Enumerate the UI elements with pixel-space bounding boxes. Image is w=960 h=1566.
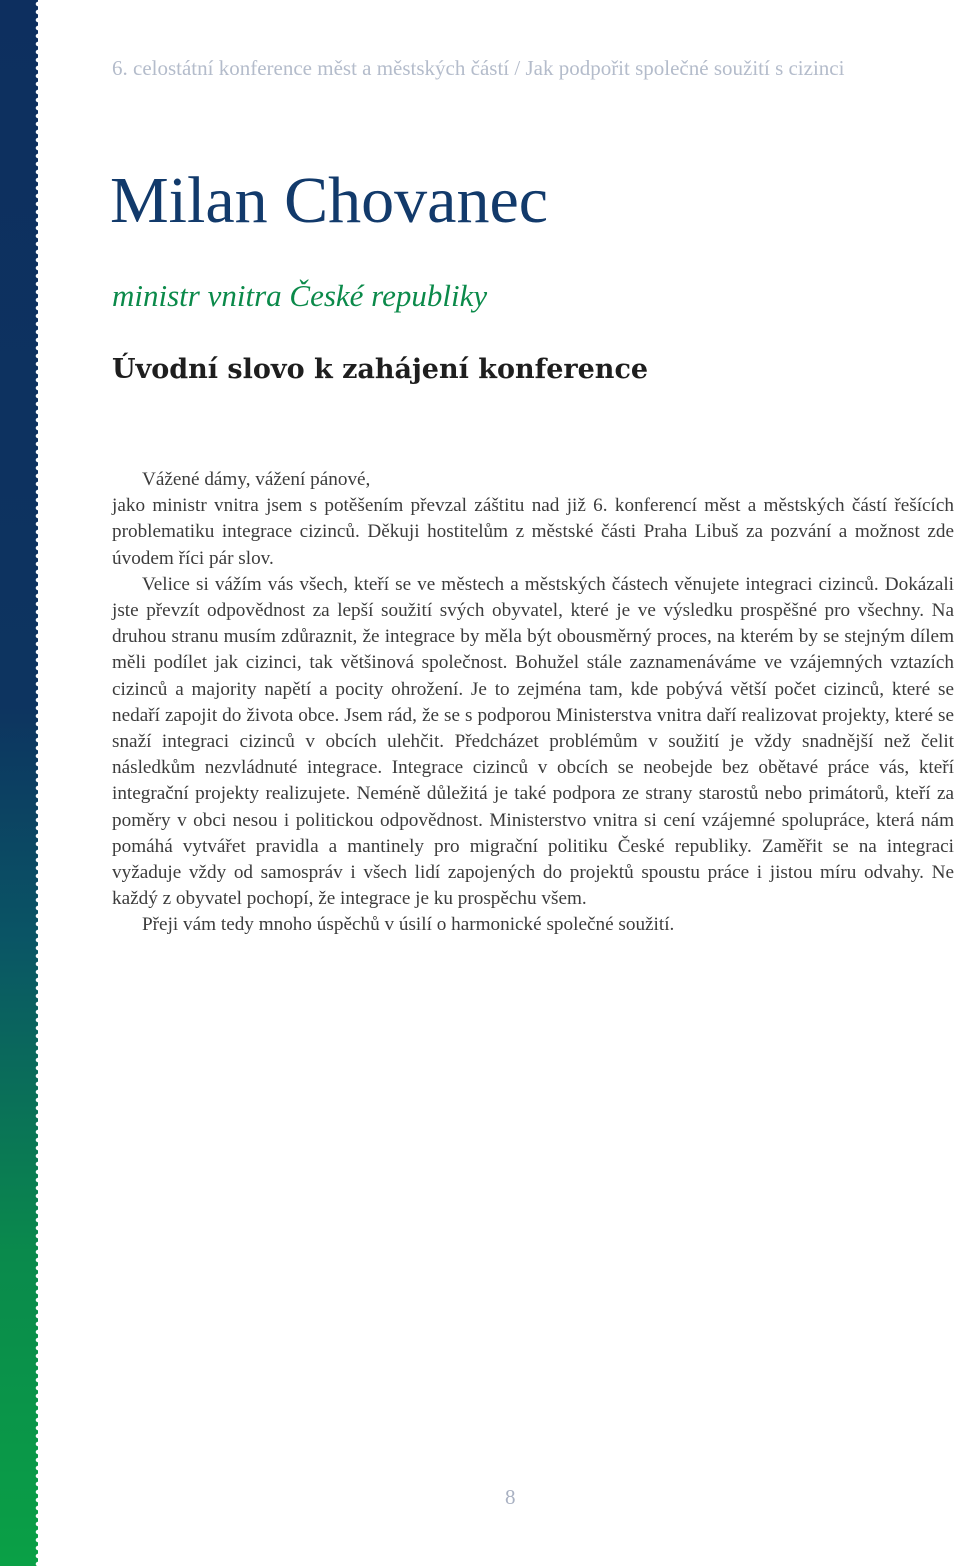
speaker-name: Milan Chovanec	[110, 164, 549, 237]
speech-body	[112, 467, 954, 939]
page-number: 8	[505, 1485, 516, 1509]
salutation-paragraph: Vážené dámy, vážení pánové,	[142, 469, 371, 490]
speaker-role: ministr vnitra České republiky	[112, 278, 488, 313]
main-paragraph: Velice si vážím vás všech, kteří se ve městech a městských částech věnujete integraci cizinců. Dokázali jste převzít odpovědnost za lepší soužití svých obyvatel, které je ve výsledku prospěšné pro všechny. Na druhou stranu musím zdůraznit, že integrace by měla být obousměrný proces, na kterém by se stejným dílem měli podílet jak cizinci, tak většinová společnost. Bohužel stále zaznamenáváme ve vzájemných vztazích cizinců a majority napětí a pocity ohrožení. Je to zejména tam, kde pobývá větší počet cizinců, které se nedaří zapojit do života obce. Jsem rád, že se s podporou Ministerstva vnitra daří realizovat projekty, které se snaží integraci cizinců v obcích ulehčit. Předcházet problémům v soužití je vždy snadnější než čelit následkům nezvládnuté integrace. Integrace cizinců v obcích se neobejde bez obětavé práce vás, kteří integrační projekty realizujete. Neméně důležitá je také podpora ze strany starostů nebo primátorů, kteří za poměry v obci nesou i politickou odpovědnost. Ministerstvo vnitra si cení vzájemné spolupráce, která nám pomáhá vytvářet pravidla a mantinely pro migrační politiku České republiky. Zaměřit se na integraci vyžaduje vždy od samospráv i všech lidí zapojených do projektů spoustu práce i jistou míru odvahy. Ne každý z obyvatel pochopí, že integrace je ku prospěchu všem.	[112, 573, 954, 910]
closing-paragraph: Přeji vám tedy mnoho úspěchů v úsilí o harmonické společné soužití.	[142, 914, 675, 936]
intro-paragraph: jako ministr vnitra jsem s potěšením převzal záštitu nad již 6. konferencí měst a městských částí řešících problematiku integrace cizinců. Děkuji hostitelům z městské části Praha Libuš za pozvání a možnost zde úvodem říci pár slov.	[112, 495, 954, 569]
speech-title: Úvodní slovo k zahájení konference	[112, 354, 649, 385]
decorative-side-bar	[0, 0, 38, 1566]
running-header: 6. celostátní konference měst a městských částí / Jak podpořit společné soužití s cizinci	[112, 56, 845, 80]
